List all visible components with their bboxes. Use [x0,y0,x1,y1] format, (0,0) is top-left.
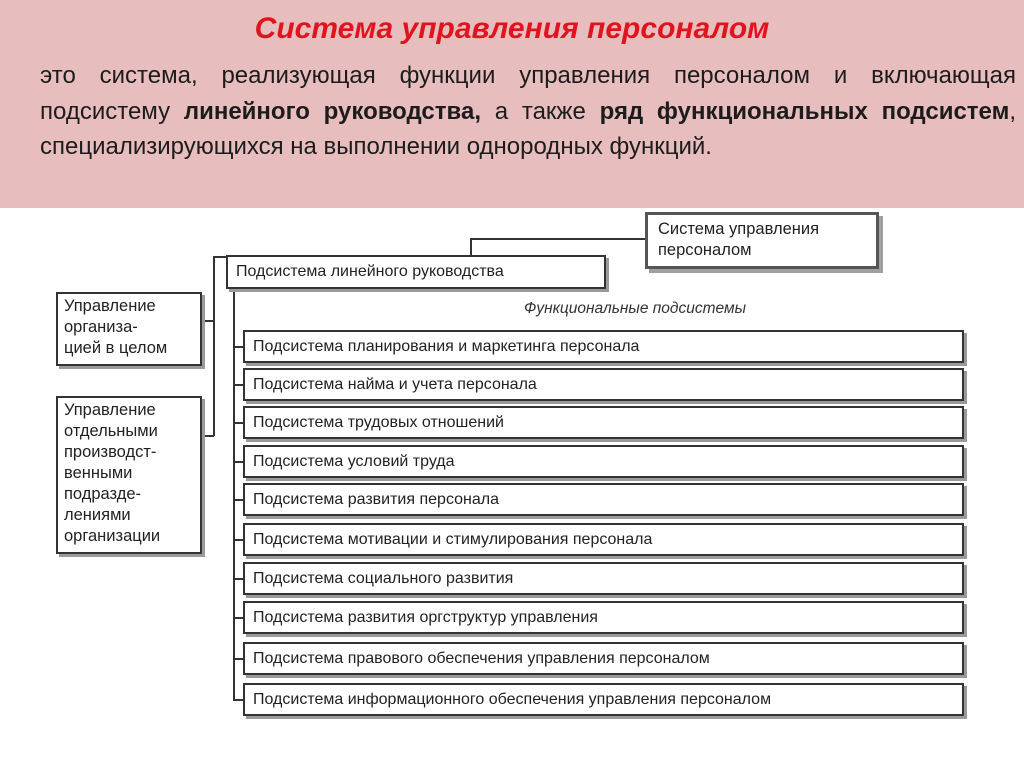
subsystem-box-3 [243,406,964,439]
connector-left-bottom [200,435,214,437]
left-box-organization [56,292,202,366]
subsystem-label-9: Подсистема правового обеспечения управления персоналом [253,649,710,667]
subsystem-label-3: Подсистема трудовых отношений [253,413,504,431]
root-system-label: Система управления персоналом [658,220,820,259]
left-box-divisions-label: Управление отдельными производст- венными подразде- лениями организации [64,401,161,545]
subsystem-label-8: Подсистема развития оргструктур управления [253,608,598,626]
connector-left-top [200,320,214,322]
subsystem-box-5 [243,483,964,516]
left-box-organization-label: Управление организа- цией в целом [64,297,168,357]
subsystem-box-6 [243,523,964,556]
functional-subsystems-label: Функциональные подсистемы [524,300,746,317]
subsystem-label-7: Подсистема социального развития [253,569,514,587]
connector-functional-trunk [233,289,235,700]
subsystem-box-8 [243,601,964,634]
definition-part-2: а также [480,97,600,125]
subsystem-label-6: Подсистема мотивации и стимулирования персонала [253,530,653,548]
definition-bold-functional: ряд функциональных подсистем [599,97,1010,125]
subsystem-box-9 [243,642,964,675]
subsystem-label-5: Подсистема развития персонала [253,490,499,508]
linear-subsystem-label: Подсистема линейного руководства [236,263,504,280]
root-system-box [645,212,879,269]
linear-subsystem-box [226,255,606,289]
subsystem-box-10 [243,683,964,716]
definition-part-3: , специализирующихся на выполнении однородных функций. [40,97,1017,160]
subsystem-box-2 [243,368,964,401]
subsystem-label-2: Подсистема найма и учета персонала [253,375,537,393]
subsystem-box-4 [243,445,964,478]
connector-root-horizontal [470,238,645,240]
page-title: Система управления персоналом [254,12,770,45]
header-banner [0,0,1024,208]
subsystem-label-10: Подсистема информационного обеспечения управления персоналом [253,690,772,708]
definition-part-1: это система, реализующая функции управления персоналом и включающая подсистему [40,62,1016,125]
subsystem-box-7 [243,562,964,595]
left-box-divisions [56,396,202,554]
subsystem-label-1: Подсистема планирования и маркетинга персонала [253,337,640,355]
connector-left-trunk [213,256,215,436]
subsystem-label-4: Подсистема условий труда [253,452,455,470]
definition-bold-linear: линейного руководства, [183,97,481,125]
subsystem-box-1 [243,330,964,363]
definition-text [40,58,1016,165]
